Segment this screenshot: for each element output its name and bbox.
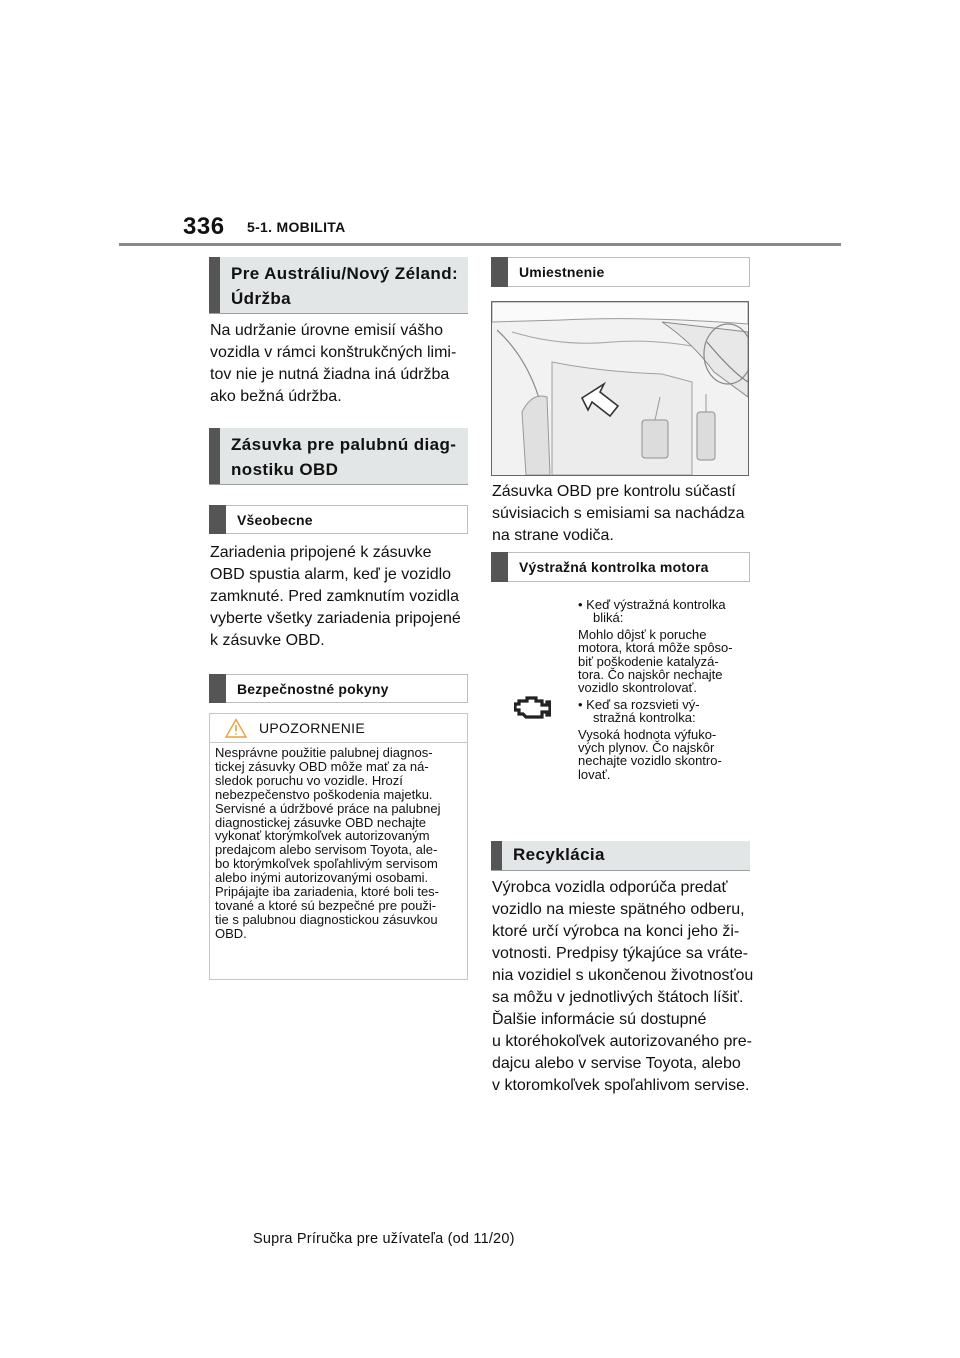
subsection-heading-location: [491, 257, 750, 287]
text-line: Pripájajte iba zariadenia, ktoré boli tes-: [215, 884, 440, 900]
subsection-title: Bezpečnostné pokyny: [237, 681, 389, 697]
text-line: alebo inými autorizovanými osobami.: [215, 870, 429, 886]
header-divider: [119, 243, 841, 246]
text-line: vozidla v rámci konštrukčných limi-: [210, 344, 457, 361]
text-line: dajcu alebo v servise Toyota, alebo: [492, 1055, 741, 1072]
footwell-drawing: [492, 302, 748, 475]
subsection-title: Výstražná kontrolka motora: [519, 559, 709, 575]
list-line: Vysoká hodnota výfuko-: [578, 726, 717, 742]
text-line: tované a ktoré sú bezpečné pre použi-: [215, 897, 437, 913]
text-line: Zariadenia pripojené k zásuvke: [210, 544, 432, 561]
subsection-heading-general: [209, 505, 468, 534]
text-line: súvisiacich s emisiami sa nachádza: [492, 505, 745, 522]
paragraph-location: [492, 481, 745, 547]
text-line: nia vozidiel s ukončenou životnosťou: [492, 967, 754, 984]
text-line: tickej zásuvky OBD môže mať za ná-: [215, 758, 429, 774]
warning-box: [209, 713, 468, 980]
subsection-bar: [209, 505, 226, 534]
footer-manual-title: Supra Príručka pre užívateľa (od 11/20): [253, 1231, 515, 1247]
section-heading-line: nostiku OBD: [231, 460, 339, 479]
text-line: ako bežná údržba.: [210, 388, 342, 405]
text-line: ktoré určí výrobca na konci jeho ži-: [492, 923, 740, 940]
list-line: bliká:: [593, 610, 624, 626]
warning-header: [210, 714, 467, 743]
subsection-bar: [491, 552, 508, 582]
text-line: Servisné a údržbové práce na palubnej: [215, 800, 441, 816]
text-line: Ďalšie informácie sú dostupné: [492, 1011, 707, 1028]
paragraph-recycling: [492, 877, 753, 1097]
section-heading-recycling: [491, 841, 750, 871]
text-line: Zásuvka OBD pre kontrolu súčastí: [492, 483, 736, 500]
text-line: sledok poruchu vo vozidle. Hrozí: [215, 772, 403, 788]
chapter-title: 5-1. MOBILITA: [247, 219, 346, 235]
text-line: Na udržanie úrovne emisií vášho: [210, 322, 444, 339]
paragraph-maintenance: [210, 320, 456, 408]
section-heading-line: Pre Austráliu/Nový Zéland:: [231, 264, 459, 283]
text-line: votnosti. Predpisy týkajúce sa vráte-: [492, 945, 749, 962]
check-engine-icon: [514, 695, 551, 722]
text-line: vozidlo na mieste spätného odberu,: [492, 901, 745, 918]
text-line: bo ktorýmkoľvek spoľahlivým servisom: [215, 856, 438, 872]
text-line: u ktoréhokoľvek autorizovaného pre-: [492, 1033, 752, 1050]
text-line: na strane vodiča.: [492, 527, 614, 544]
text-line: nebezpečenstvo poškodenia majetku.: [215, 786, 433, 802]
text-line: sa môžu v jednotlivých štátoch líšiť.: [492, 989, 744, 1006]
list-line: vozidlo skontrolovať.: [578, 680, 698, 696]
subsection-title: Umiestnenie: [519, 264, 605, 280]
engine-warning-list: [578, 598, 733, 781]
list-line: biť poškodenie katalyzá-: [578, 653, 719, 669]
section-bar: [491, 841, 502, 870]
section-title: Recyklácia: [513, 845, 605, 864]
warning-triangle-icon: [225, 718, 247, 738]
text-line: vyberte všetky zariadenia pripojené: [210, 610, 461, 627]
text-line: k zásuvke OBD.: [210, 632, 325, 649]
section-heading-line: Zásuvka pre palubnú diag-: [231, 435, 457, 454]
list-line: tora. Čo najskôr nechajte: [578, 667, 723, 683]
section-bar: [209, 428, 220, 484]
list-line: nechajte vozidlo skontro-: [578, 753, 722, 769]
text-line: vykonať ktorýmkoľvek autorizovaným: [215, 828, 430, 844]
section-heading-line: Údržba: [231, 289, 292, 308]
warning-title: UPOZORNENIE: [259, 720, 365, 736]
subsection-heading-safety: [209, 674, 468, 703]
list-line: stražná kontrolka:: [593, 710, 696, 726]
list-line: motora, ktorá môže spôso-: [578, 640, 733, 656]
page-number: 336: [183, 213, 225, 240]
text-line: zamknuté. Pred zamknutím vozidla: [210, 588, 459, 605]
subsection-title: Všeobecne: [237, 512, 313, 528]
section-heading-maintenance: [209, 257, 468, 314]
section-heading-obd: [209, 428, 468, 485]
text-line: tov nie je nutná žiadna iná údržba: [210, 366, 450, 383]
text-line: OBD spustia alarm, keď je vozidlo: [210, 566, 452, 583]
text-line: OBD.: [215, 925, 247, 941]
text-line: tie s palubnou diagnostickou zásuvkou: [215, 911, 438, 927]
subsection-heading-engine-warning: [491, 552, 750, 582]
warning-text: [215, 746, 440, 941]
text-line: predajcom alebo servisom Toyota, ale-: [215, 842, 438, 858]
list-line: Mohlo dôjsť k poruche: [578, 626, 707, 642]
text-line: diagnostickej zásuvke OBD nechajte: [215, 814, 427, 830]
text-line: Nesprávne použitie palubnej diagnos-: [215, 745, 433, 760]
list-line: • Keď výstražná kontrolka: [578, 597, 726, 612]
subsection-bar: [209, 674, 226, 703]
section-bar: [209, 257, 220, 313]
list-line: • Keď sa rozsvieti vý-: [578, 696, 700, 712]
paragraph-general: [210, 542, 461, 652]
list-line: lovať.: [578, 766, 611, 782]
list-line: vých plynov. Čo najskôr: [578, 740, 715, 756]
subsection-bar: [491, 257, 508, 287]
text-line: v ktoromkoľvek spoľahlivom servise.: [492, 1077, 750, 1094]
obd-location-illustration: [491, 301, 749, 476]
text-line: Výrobca vozidla odporúča predať: [492, 879, 728, 896]
